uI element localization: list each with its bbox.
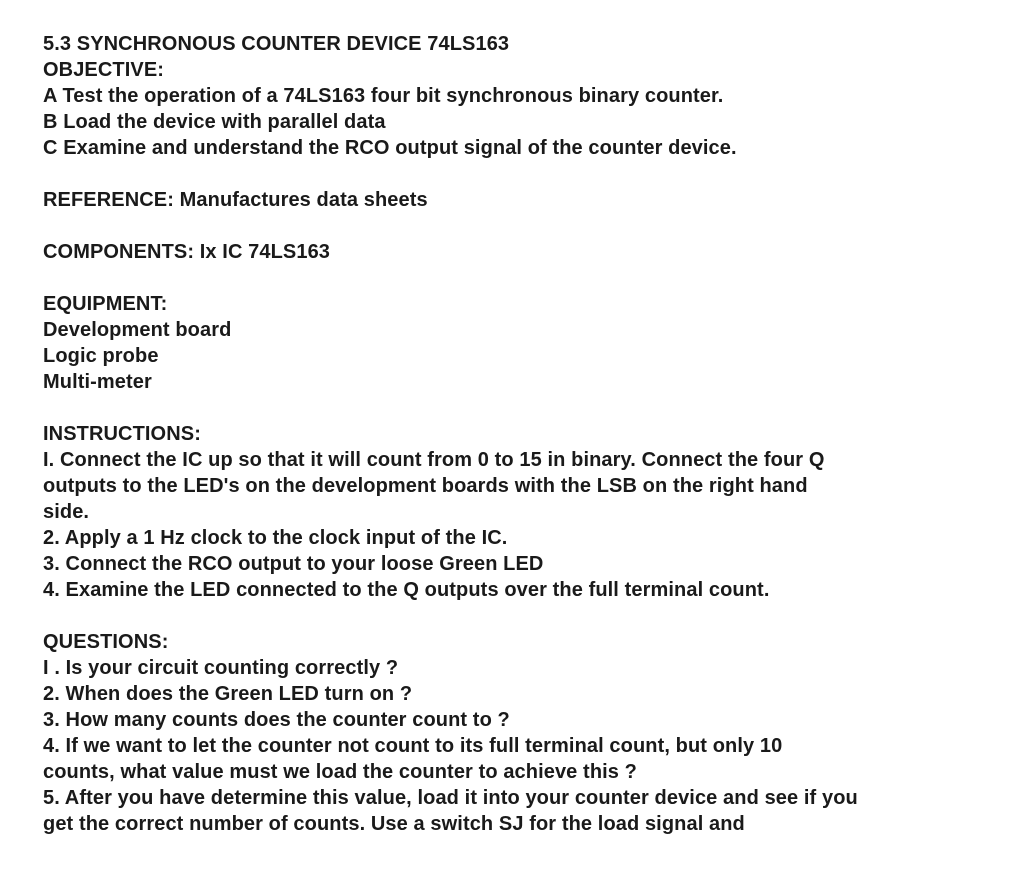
objective-item-b: B Load the device with parallel data [43, 111, 386, 133]
question-line: 3. How many counts does the counter count to ? [43, 709, 510, 731]
instruction-line: 4. Examine the LED connected to the Q outputs over the full terminal count. [43, 579, 770, 601]
equipment-item: Development board [43, 319, 232, 341]
reference-line: REFERENCE: Manufactures data sheets [43, 189, 428, 211]
spacer [43, 213, 1003, 239]
question-line: counts, what value must we load the counter to achieve this ? [43, 761, 637, 783]
instruction-line: I. Connect the IC up so that it will count from 0 to 15 in binary. Connect the four Q [43, 449, 825, 471]
question-line: get the correct number of counts. Use a switch SJ for the load signal and [43, 813, 745, 835]
instruction-line: outputs to the LED's on the development boards with the LSB on the right hand [43, 475, 808, 497]
question-line: I . Is your circuit counting correctly ? [43, 657, 399, 679]
objective-item-c: C Examine and understand the RCO output signal of the counter device. [43, 137, 737, 159]
page-title: 5.3 SYNCHRONOUS COUNTER DEVICE 74LS163 [43, 33, 510, 55]
spacer [43, 603, 1003, 629]
question-line: 2. When does the Green LED turn on ? [43, 683, 413, 705]
objective-item-a: A Test the operation of a 74LS163 four bit synchronous binary counter. [43, 85, 724, 107]
instruction-line: side. [43, 501, 90, 523]
spacer [43, 161, 1003, 187]
objective-heading: OBJECTIVE: [43, 59, 165, 81]
components-line: COMPONENTS: Ix IC 74LS163 [43, 241, 331, 263]
question-line: 4. If we want to let the counter not count to its full terminal count, but only 10 [43, 735, 783, 757]
instruction-line: 3. Connect the RCO output to your loose Green LED [43, 553, 544, 575]
instruction-line: 2. Apply a 1 Hz clock to the clock input of the IC. [43, 527, 508, 549]
questions-heading: QUESTIONS: [43, 631, 169, 653]
equipment-item: Multi-meter [43, 371, 152, 393]
instructions-heading: INSTRUCTIONS: [43, 423, 201, 445]
spacer [43, 395, 1003, 421]
question-line: 5. After you have determine this value, load it into your counter device and see if you [43, 787, 858, 809]
spacer [43, 265, 1003, 291]
equipment-item: Logic probe [43, 345, 159, 367]
equipment-heading: EQUIPMENT: [43, 293, 168, 315]
lab-sheet [43, 31, 1003, 837]
